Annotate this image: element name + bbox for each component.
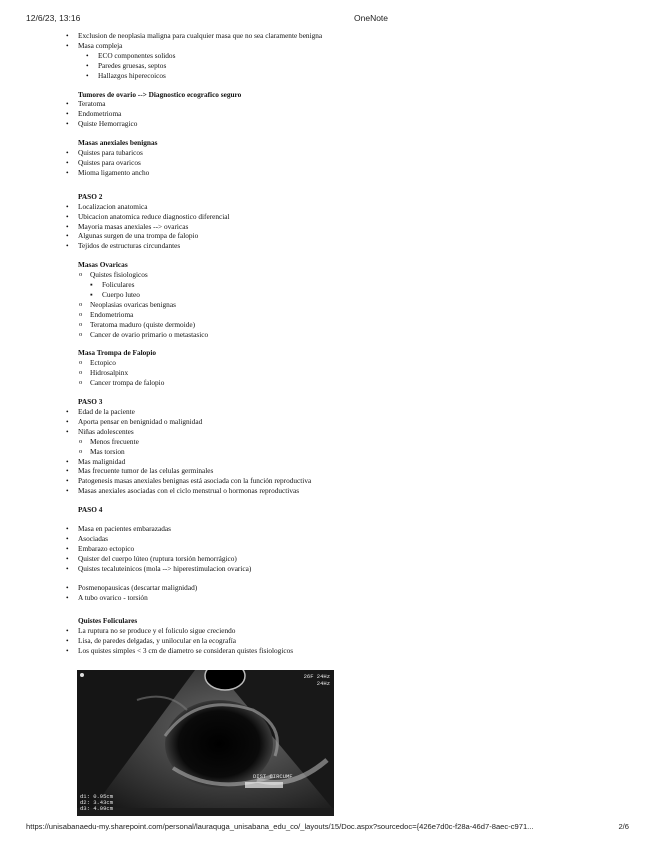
paso3-list-b	[66, 457, 606, 497]
print-date: 12/6/23, 13:16	[26, 13, 81, 23]
list-item: • Embarazo ectopico	[66, 544, 606, 554]
list-item: • Quistes para tubaricos	[66, 148, 606, 158]
list-item: • Quistes tecaluteinicos (mola --> hiperestimulacion ovarica)	[66, 564, 606, 574]
list-item: • Exclusion de neoplasia maligna para cualquier masa que no sea claramente benigna	[66, 31, 606, 41]
ultrasound-image	[77, 670, 334, 816]
list-item: • ECO componentes solidos	[86, 51, 606, 61]
list-item: • Mas malignidad	[66, 457, 606, 467]
section-heading: Tumores de ovario --> Diagnostico ecografico seguro	[78, 89, 242, 99]
list-item: • Masa en pacientes embarazadas	[66, 524, 606, 534]
ultrasound-freq-label: 26F 24Hz	[303, 673, 330, 680]
list-item: • Algunas surgen de una trompa de falopio	[66, 231, 606, 241]
section-heading: Masa Trompa de Falopio	[78, 348, 157, 358]
list-item: o Menos frecuente	[78, 437, 606, 447]
list-item: o Quistes fisiologicos	[78, 270, 606, 280]
list-item: ▪ Cuerpo luteo	[90, 290, 606, 300]
list-item: • Patogenesis masas anexiales benignas está asociada con la función reproductiva	[66, 476, 606, 486]
list-item: • Mioma ligamento ancho	[66, 168, 606, 178]
list-item: o Hidrosalpinx	[78, 368, 606, 378]
section-heading: PASO 2	[78, 191, 103, 201]
trompa-list	[78, 358, 606, 388]
list-item: • Tejidos de estructuras circundantes	[66, 241, 606, 251]
list-item: • Quiste Hemorragico	[66, 119, 606, 129]
list-item: • Asociadas	[66, 534, 606, 544]
list-item: • A tubo ovarico - torsión	[66, 593, 606, 603]
list-item: • Localizacion anatomica	[66, 202, 606, 212]
list-item: o Neoplasias ovaricas benignas	[78, 300, 606, 310]
list-item: • Mas frecuente tumor de las celulas germinales	[66, 466, 606, 476]
paso4-list-b	[66, 583, 606, 603]
foliculares-list	[66, 626, 606, 656]
list-item: • Aporta pensar en benignidad o malignidad	[66, 417, 606, 427]
paso4-list	[66, 524, 606, 574]
list-item: • Niñas adolescentes	[66, 427, 606, 437]
list-item: • Mayoria masas anexiales --> ovaricas	[66, 222, 606, 232]
page-number: 2/6	[618, 822, 629, 831]
tumores-list	[66, 99, 606, 129]
list-item: • Hallazgos hiperecoicos	[86, 71, 606, 81]
list-item: • Paredes gruesas, septos	[86, 61, 606, 71]
print-header	[26, 13, 629, 25]
masa-compleja-sublist	[86, 51, 606, 81]
list-item: • Quister del cuerpo lúteo (ruptura torsión hemorrágico)	[66, 554, 606, 564]
section-heading: PASO 3	[78, 397, 103, 407]
list-item: • Lisa, de paredes delgadas, y unilocular en la ecografía	[66, 636, 606, 646]
list-item: o Cancer trompa de falopio	[78, 378, 606, 388]
ovaricas-list-rest	[78, 300, 606, 340]
list-item: ▪ Foliculares	[90, 280, 606, 290]
page-url: https://unisabanaedu-my.sharepoint.com/personal/lauraquga_unisabana_edu_co/_layouts/15/Doc.aspx?sourcedoc={426e7d0c-f28a-46d7-8aec-c971...	[26, 822, 534, 831]
measurement-d2: d2: 3.43cm	[80, 799, 114, 806]
section-heading: PASO 4	[78, 505, 103, 515]
measurement-d3: d3: 4.09cm	[80, 805, 114, 812]
top-list	[66, 31, 606, 51]
list-item: • Teratoma	[66, 99, 606, 109]
paso2-list	[66, 202, 606, 252]
ultrasound-caption: DIST CIRCUMF	[253, 773, 293, 780]
print-footer	[26, 822, 629, 834]
list-item: • Posmenopausicas (descartar malignidad)	[66, 583, 606, 593]
list-item: • Masa compleja	[66, 41, 606, 51]
list-item: o Cancer de ovario primario o metastasico	[78, 330, 606, 340]
list-item: • Quistes para ovaricos	[66, 158, 606, 168]
note-content	[66, 31, 606, 656]
ovaricas-list	[78, 270, 606, 280]
list-item: • La ruptura no se produce y el foliculo sigue creciendo	[66, 626, 606, 636]
paso3-list	[66, 407, 606, 437]
app-name: OneNote	[354, 13, 389, 23]
fisiologicos-sublist	[90, 280, 606, 300]
list-item: o Teratoma maduro (quiste dermoide)	[78, 320, 606, 330]
section-heading: Masas anexiales benignas	[78, 138, 158, 148]
list-item: • Edad de la paciente	[66, 407, 606, 417]
ultrasound-graphic	[77, 670, 334, 816]
ultrasound-freq-label-2: 24Hz	[316, 680, 330, 687]
list-item: • Masas anexiales asociadas con el ciclo menstrual o hormonas reproductivas	[66, 486, 606, 496]
section-heading: Quistes Foliculares	[78, 616, 138, 626]
measurement-d1: d1: 0.95cm	[80, 793, 114, 800]
list-item: o Ectopico	[78, 358, 606, 368]
list-item: o Mas torsion	[78, 447, 606, 457]
list-item: • Endometrioma	[66, 109, 606, 119]
section-heading: Masas Ovaricas	[78, 260, 128, 270]
anexiales-list	[66, 148, 606, 178]
list-item: o Endometrioma	[78, 310, 606, 320]
ninas-sublist	[78, 437, 606, 457]
list-item: • Los quistes simples < 3 cm de diametro se consideran quistes fisiologicos	[66, 646, 606, 656]
list-item: • Ubicacion anatomica reduce diagnostico diferencial	[66, 212, 606, 222]
